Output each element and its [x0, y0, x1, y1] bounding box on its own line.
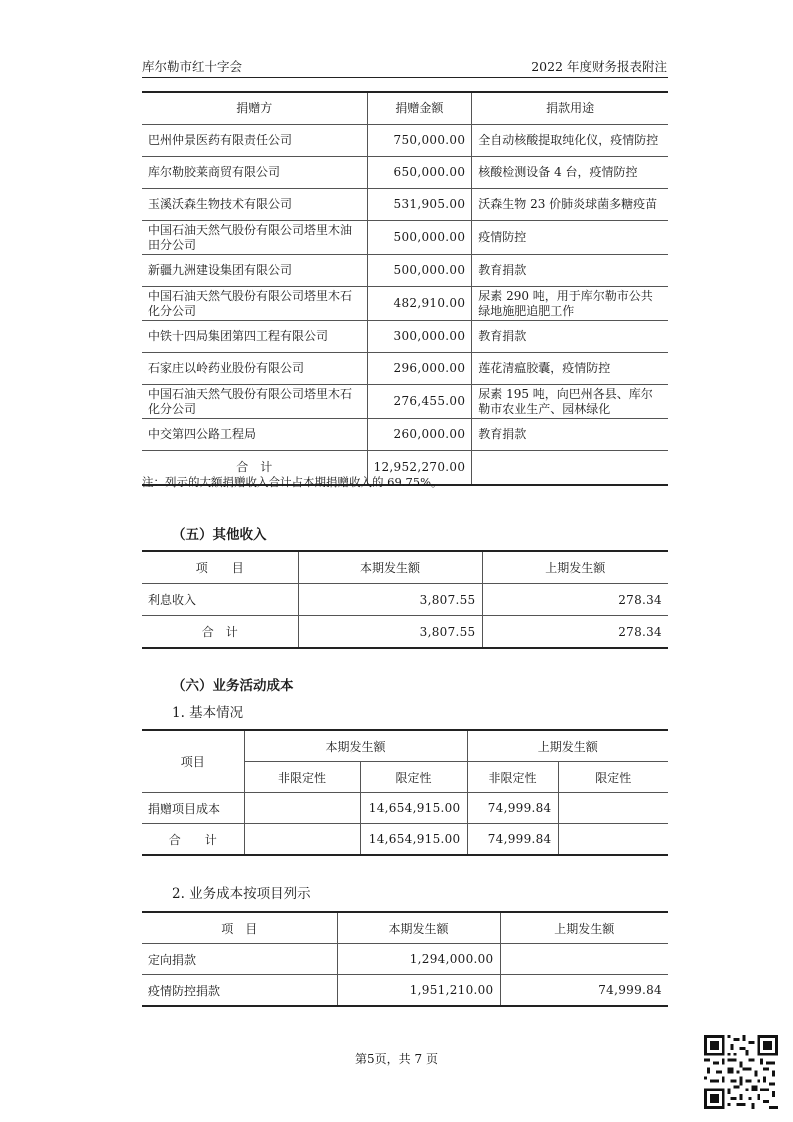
col-header-item: 项目: [142, 730, 244, 793]
donor-cell: 中交第四公路工程局: [142, 419, 367, 451]
table-row: [142, 385, 668, 419]
table-header-row: [142, 912, 668, 944]
purpose-cell: 沃森生物 23 价肺炎球菌多糖疫苗: [472, 189, 668, 221]
col-header-donor: 捐赠方: [142, 92, 367, 125]
col-header-prior: 上期发生额: [467, 730, 668, 762]
other-income-title: （五）其他收入: [172, 527, 267, 543]
table-row: [142, 125, 668, 157]
purpose-cell: 核酸检测设备 4 台，疫情防控: [472, 157, 668, 189]
amount-cell: 500,000.00: [367, 255, 472, 287]
table-row: [142, 975, 668, 1007]
purpose-cell: 莲花清瘟胶囊，疫情防控: [472, 353, 668, 385]
donor-cell: 玉溪沃森生物技术有限公司: [142, 189, 367, 221]
activity-cost-table: [142, 729, 668, 856]
donor-cell: 中国石油天然气股份有限公司塔里木石化分公司: [142, 287, 367, 321]
table-row: [142, 157, 668, 189]
donor-cell: 石家庄以岭药业股份有限公司: [142, 353, 367, 385]
prior-cell: 74,999.84: [500, 975, 668, 1007]
current-cell: 3,807.55: [298, 584, 482, 616]
col-header-item: 项 目: [142, 912, 337, 944]
current-unrestricted-cell: [244, 824, 360, 856]
table-row: [142, 944, 668, 975]
col-header-current-unrestricted: 非限定性: [244, 762, 360, 793]
donor-cell: 巴州仲景医药有限责任公司: [142, 125, 367, 157]
current-cell: 3,807.55: [298, 616, 482, 649]
purpose-cell: 尿素 290 吨，用于库尔勒市公共绿地施肥追肥工作: [472, 287, 668, 321]
purpose-cell: 教育捐款: [472, 255, 668, 287]
item-cell: 利息收入: [142, 584, 298, 616]
amount-cell: 276,455.00: [367, 385, 472, 419]
col-header-prior: 上期发生额: [482, 551, 668, 584]
amount-cell: 750,000.00: [367, 125, 472, 157]
col-header-amount: 捐赠金额: [367, 92, 472, 125]
purpose-cell: 疫情防控: [472, 221, 668, 255]
purpose-cell: 教育捐款: [472, 419, 668, 451]
header-rule: [142, 77, 668, 78]
col-header-prior: 上期发生额: [500, 912, 668, 944]
amount-cell: 650,000.00: [367, 157, 472, 189]
table-row: [142, 419, 668, 451]
col-header-prior-restricted: 限定性: [558, 762, 668, 793]
item-cell: 疫情防控捐款: [148, 983, 221, 998]
amount-cell: 296,000.00: [367, 353, 472, 385]
donor-cell: 中国石油天然气股份有限公司塔里木石化分公司: [142, 385, 367, 419]
table-row: [142, 255, 668, 287]
amount-cell: 300,000.00: [367, 321, 472, 353]
table-row: [142, 287, 668, 321]
table-header-row: [142, 730, 668, 762]
table-row: [142, 221, 668, 255]
current-unrestricted-cell: [244, 793, 360, 824]
header-report-title: 2022 年度财务报表附注: [531, 59, 667, 74]
item-cell: 定向捐款: [142, 944, 337, 975]
amount-cell: 500,000.00: [367, 221, 472, 255]
amount-cell: 260,000.00: [367, 419, 472, 451]
purpose-cell: 尿素 195 吨，向巴州各县、库尔勒市农业生产、园林绿化: [472, 385, 668, 419]
col-header-purpose: 捐款用途: [472, 92, 668, 125]
table-row: [142, 584, 668, 616]
cost-by-project-title: 2. 业务成本按项目列示: [172, 886, 311, 902]
col-header-current: 本期发生额: [244, 730, 467, 762]
item-cell: 捐赠项目成本: [142, 793, 244, 824]
donor-cell: 库尔勒胶莱商贸有限公司: [142, 157, 367, 189]
total-row: [142, 824, 668, 856]
table-header-row: [142, 92, 668, 125]
qr-code-icon: [704, 1035, 778, 1109]
donations-note: 注：列示的大额捐赠收入合计占本期捐赠收入的 69.75%。: [142, 475, 443, 489]
total-label: 合 计: [236, 460, 273, 474]
table-header-row: [142, 551, 668, 584]
prior-cell: [500, 944, 668, 975]
amount-cell: 531,905.00: [367, 189, 472, 221]
table-row: [142, 321, 668, 353]
current-restricted-cell: 14,654,915.00: [360, 824, 467, 856]
current-restricted-cell: 14,654,915.00: [360, 793, 467, 824]
header-org: 库尔勒市红十字会: [142, 59, 243, 74]
current-cell: 1,294,000.00: [337, 944, 500, 975]
donor-cell: 中铁十四局集团第四工程有限公司: [142, 321, 367, 353]
table-row: [142, 793, 668, 824]
current-cell: 1,951,210.00: [337, 975, 500, 1007]
col-header-current-restricted: 限定性: [360, 762, 467, 793]
prior-cell: 278.34: [482, 616, 668, 649]
page-number: 第5页，共 7 页: [355, 1052, 438, 1066]
basic-info-title: 1. 基本情况: [172, 705, 244, 721]
prior-restricted-cell: [558, 824, 668, 856]
table-row: [142, 353, 668, 385]
other-income-table: [142, 550, 668, 649]
amount-cell: 482,910.00: [367, 287, 472, 321]
col-header-item: 项 目: [142, 551, 298, 584]
col-header-prior-unrestricted: 非限定性: [467, 762, 558, 793]
prior-unrestricted-cell: 74,999.84: [467, 824, 558, 856]
donor-cell: 中国石油天然气股份有限公司塔里木油田分公司: [142, 221, 367, 255]
prior-cell: 278.34: [482, 584, 668, 616]
col-header-current: 本期发生额: [337, 912, 500, 944]
item-cell: 合 计: [168, 832, 217, 847]
total-purpose-cell: [472, 451, 668, 486]
cost-by-project-table: [142, 911, 668, 1007]
purpose-cell: 全自动核酸提取纯化仪，疫情防控: [472, 125, 668, 157]
total-row: [142, 616, 668, 649]
donor-cell: 新疆九洲建设集团有限公司: [142, 255, 367, 287]
col-header-current: 本期发生额: [298, 551, 482, 584]
table-row: [142, 189, 668, 221]
total-amount: 12,952,270.00: [367, 451, 472, 486]
prior-restricted-cell: [558, 793, 668, 824]
item-cell: 合 计: [201, 625, 238, 639]
activity-cost-title: （六）业务活动成本: [172, 678, 294, 694]
purpose-cell: 教育捐款: [472, 321, 668, 353]
prior-unrestricted-cell: 74,999.84: [467, 793, 558, 824]
donations-table: [142, 91, 668, 486]
